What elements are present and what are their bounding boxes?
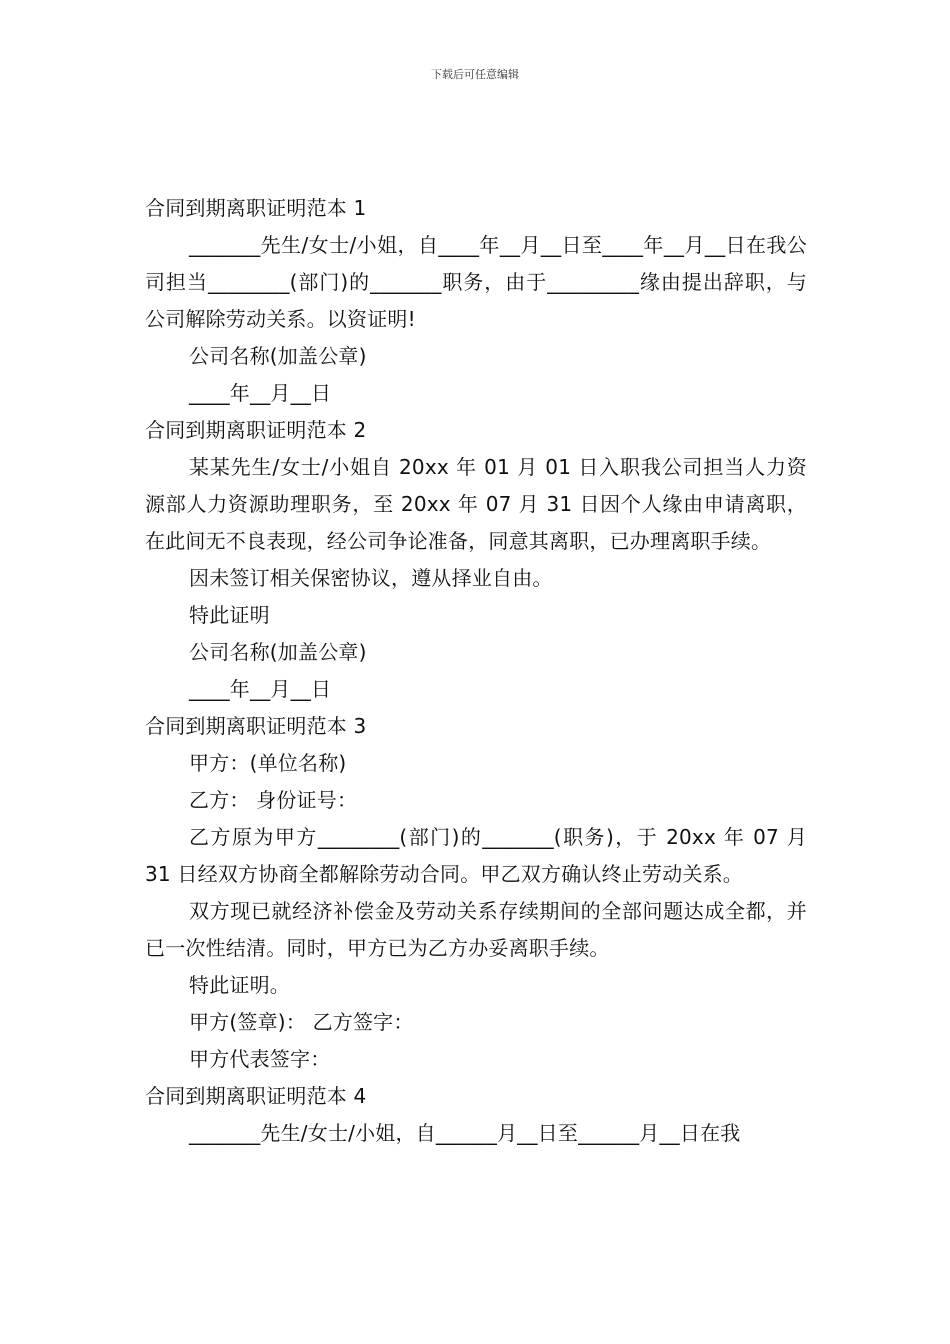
paragraph: _______先生/女士/小姐，自____年__月__日至____年__月__日在我公司担当________(部门)的_______职务，由于_________缘由提出辞职，与公司解除劳动关系。以资证明! bbox=[145, 233, 807, 331]
section-title: 合同到期离职证明范本 4 bbox=[145, 1084, 367, 1108]
section-title: 合同到期离职证明范本 3 bbox=[145, 714, 367, 738]
section-title: 合同到期离职证明范本 1 bbox=[145, 196, 367, 220]
paragraph: 公司名称(加盖公章) bbox=[189, 344, 367, 368]
section-title: 合同到期离职证明范本 2 bbox=[145, 418, 367, 442]
paragraph: 公司名称(加盖公章) bbox=[189, 640, 367, 664]
paragraph: 特此证明。 bbox=[189, 973, 290, 997]
paragraph: ____年__月__日 bbox=[189, 381, 332, 405]
paragraph: 双方现已就经济补偿金及劳动关系存续期间的全部问题达成全都，并已一次性结清。同时，甲方已为乙方办妥离职手续。 bbox=[145, 899, 807, 960]
paragraph: 某某先生/女士/小姐自 20xx 年 01 月 01 日入职我公司担当人力资源部人力资源助理职务，至 20xx 年 07 月 31 日因个人缘由申请离职，在此间无不良表现，经公司争论准备，同意其离职，已办理离职手续。 bbox=[145, 455, 807, 553]
paragraph: 甲方(签章)： 乙方签字： bbox=[189, 1010, 414, 1034]
paragraph: 因未签订相关保密协议，遵从择业自由。 bbox=[189, 566, 553, 590]
paragraph: ____年__月__日 bbox=[189, 677, 332, 701]
paragraph: 特此证明 bbox=[189, 603, 270, 627]
paragraph: 甲方代表签字： bbox=[189, 1047, 331, 1071]
page-header: 下载后可任意编辑 bbox=[431, 68, 519, 81]
paragraph: _______先生/女士/小姐，自______月__日至______月__日在我 bbox=[189, 1121, 741, 1145]
paragraph: 乙方原为甲方________(部门)的_______(职务)，于 20xx 年 07 月 31 日经双方协商全都解除劳动合同。甲乙双方确认终止劳动关系。 bbox=[145, 825, 807, 886]
document-body bbox=[145, 190, 807, 1152]
paragraph: 甲方：(单位名称) bbox=[189, 751, 347, 775]
paragraph: 乙方： 身份证号： bbox=[189, 788, 358, 812]
